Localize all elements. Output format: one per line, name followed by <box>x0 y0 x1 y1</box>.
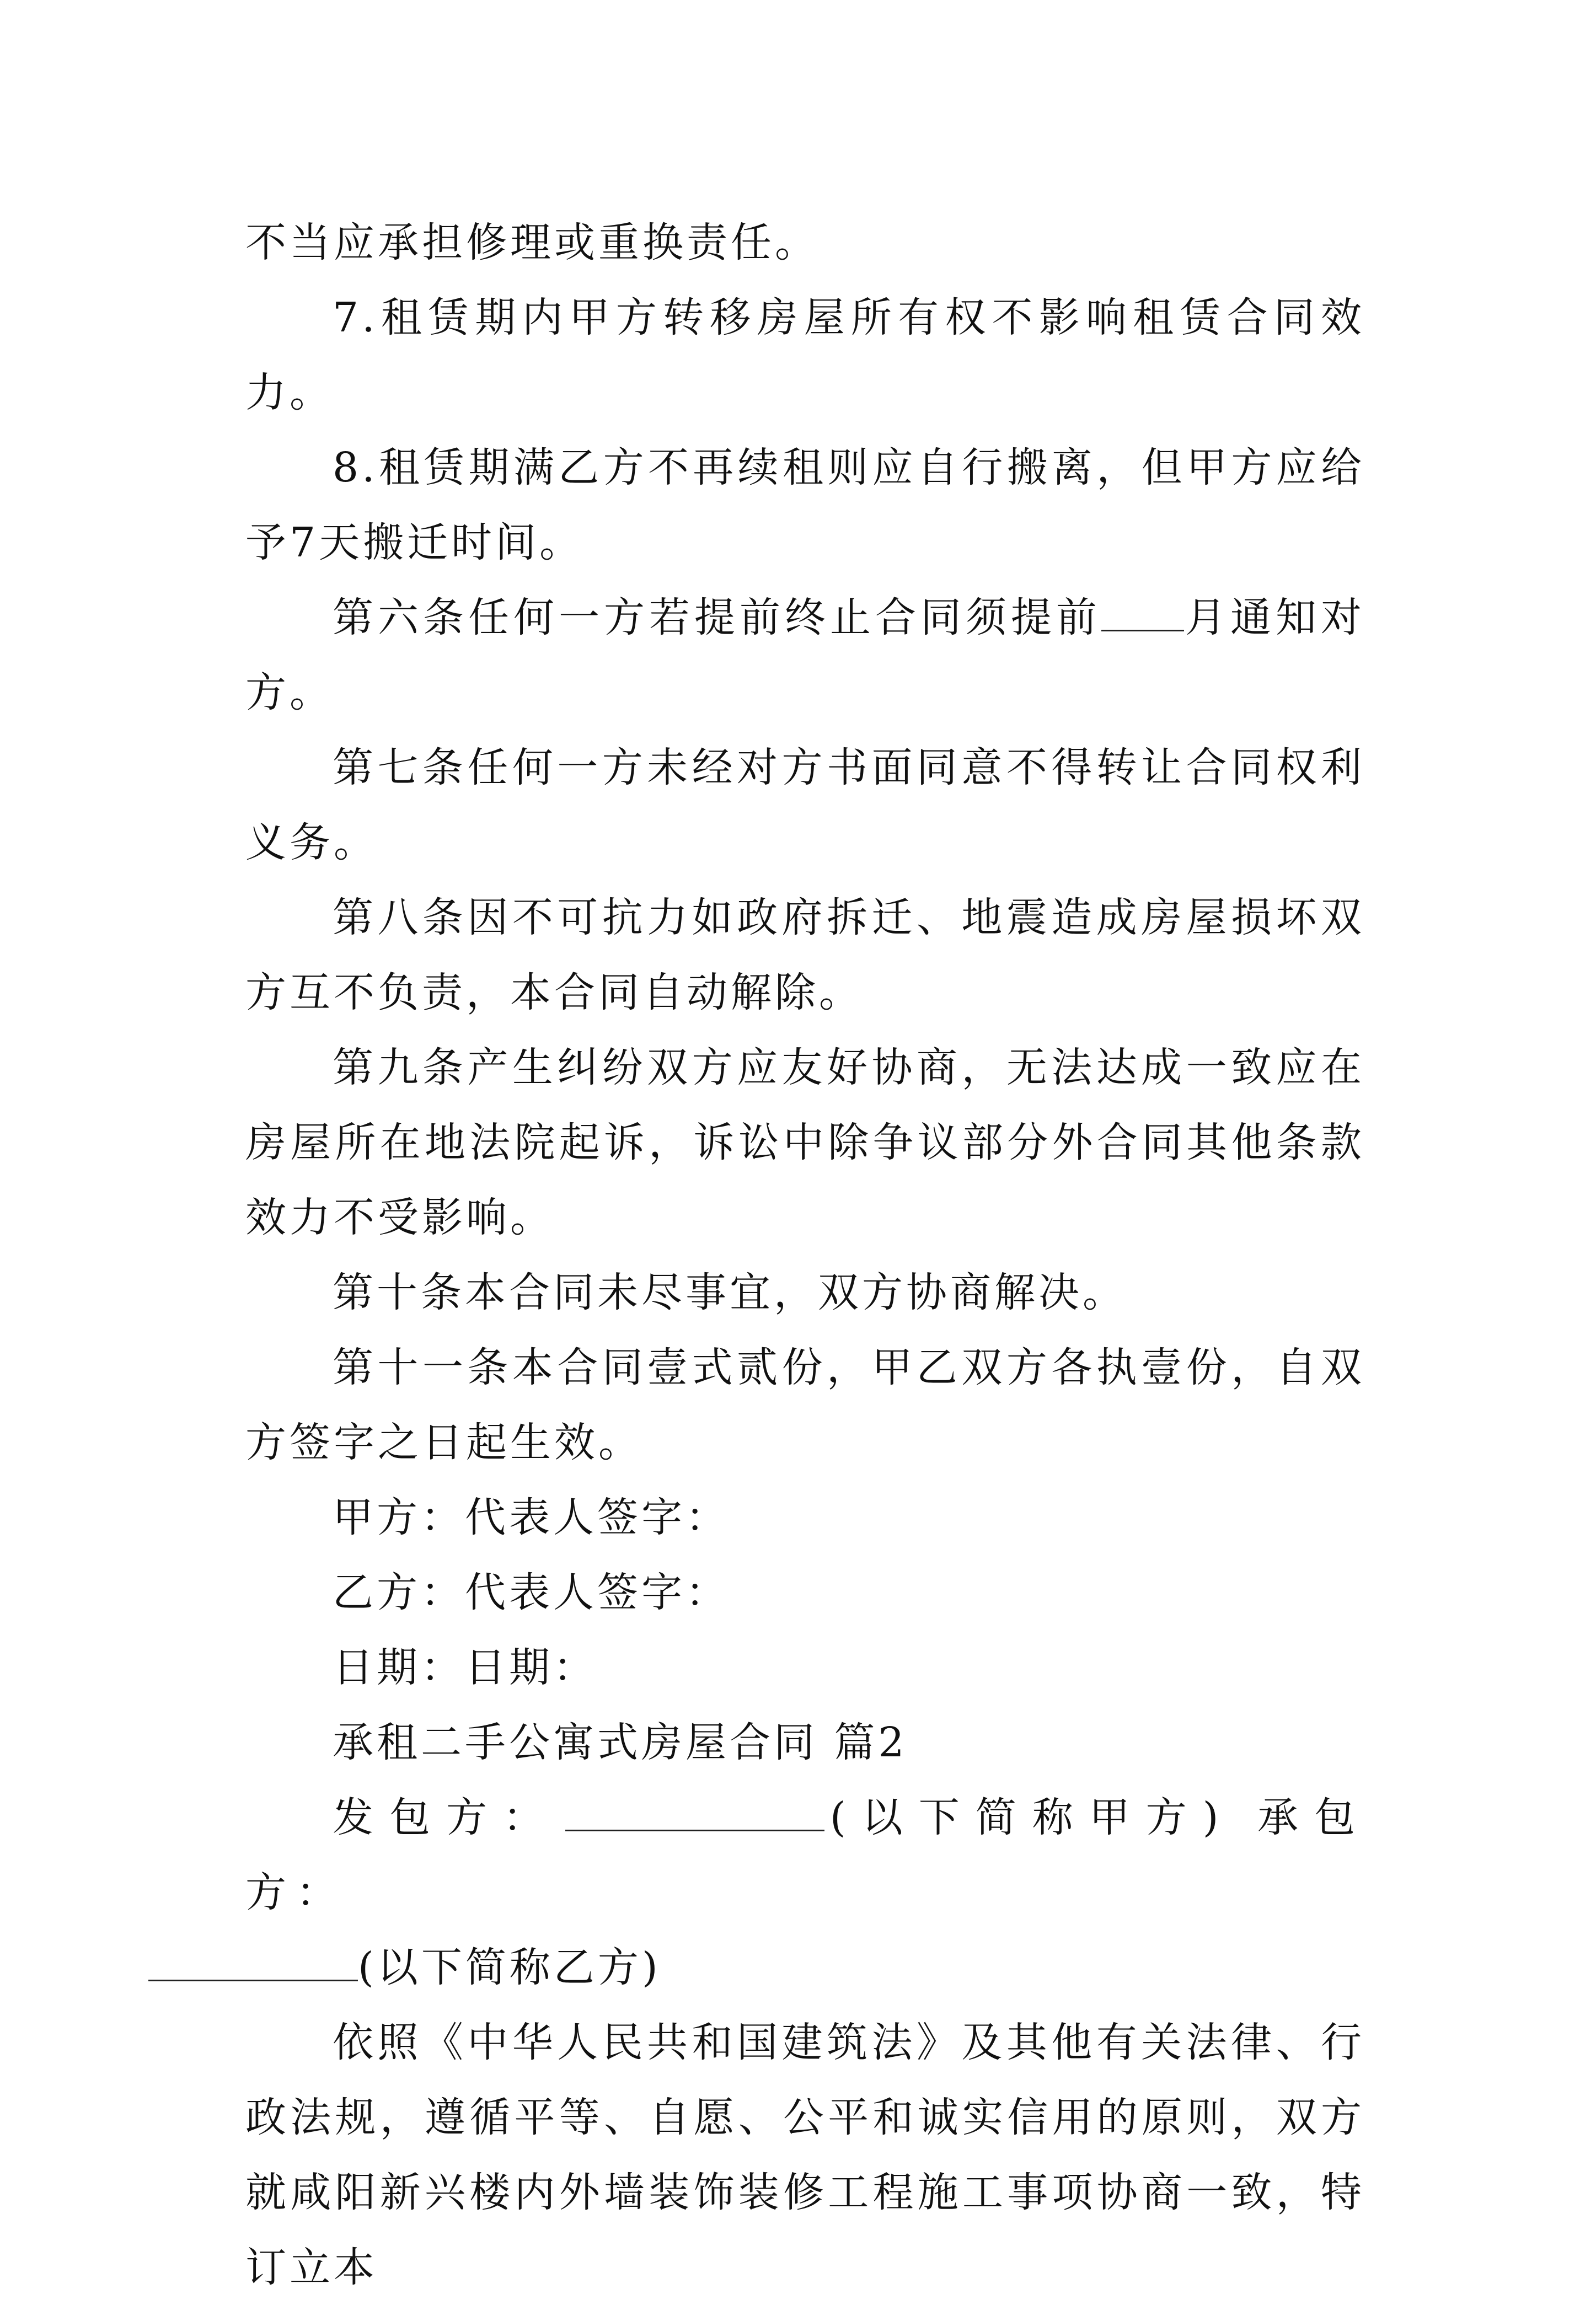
paragraph-preamble: 依照《中华人民共和国建筑法》及其他有关法律、行政法规，遵循平等、自愿、公平和诚实信用的原则，双方就咸阳新兴楼内外墙装饰装修工程施工事项协商一致，特订立本 <box>245 2019 1365 2291</box>
document-body <box>245 205 1365 2305</box>
paragraph-article-6 <box>245 580 1365 730</box>
blank-contractee <box>148 1933 358 1981</box>
signature-party-b: 乙方：代表人签字： <box>333 1569 730 1616</box>
paragraph-article-7: 第七条任何一方未经对方书面同意不得转让合同权利义务。 <box>245 744 1365 866</box>
paragraph-1: 不当应承担修理或重换责任。 <box>245 219 819 266</box>
paragraph-article-8: 第八条因不可抗力如政府拆迁、地震造成房屋损坏双方互不负责，本合同自动解除。 <box>245 894 1365 1016</box>
paragraph-3: 8.租赁期满乙方不再续租则应自行搬离，但甲方应给予7天搬迁时间。 <box>245 444 1365 566</box>
paragraph-article-11: 第十一条本合同壹式贰份，甲乙双方各执壹份，自双方签字之日起生效。 <box>245 1344 1365 1466</box>
blank-contractor <box>565 1783 824 1831</box>
contractee-suffix: (以下简称乙方) <box>358 1944 661 1991</box>
parties-line <box>245 1780 1365 2005</box>
paragraph-article-10: 第十条本合同未尽事宜，双方协商解决。 <box>333 1269 1127 1316</box>
article-6-text-start: 第六条任何一方若提前终止合同须提前 <box>333 594 1101 641</box>
section-heading: 承租二手公寓式房屋合同 篇2 <box>333 1719 908 1766</box>
signature-date: 日期：日期： <box>333 1644 597 1691</box>
contractee-label: (以下简称甲方) 承包方： <box>245 1794 1365 1916</box>
signature-party-a: 甲方：代表人签字： <box>333 1494 730 1541</box>
paragraph-2: 7.租赁期内甲方转移房屋所有权不影响租赁合同效力。 <box>245 294 1365 416</box>
article-6-text-end: 月通知对方。 <box>245 594 1365 716</box>
contractor-label: 发包方： <box>333 1794 560 1841</box>
blank-months <box>1101 583 1184 631</box>
paragraph-article-9: 第九条产生纠纷双方应友好协商，无法达成一致应在房屋所在地法院起诉，诉讼中除争议部分外合同其他条款效力不受影响。 <box>245 1044 1365 1241</box>
